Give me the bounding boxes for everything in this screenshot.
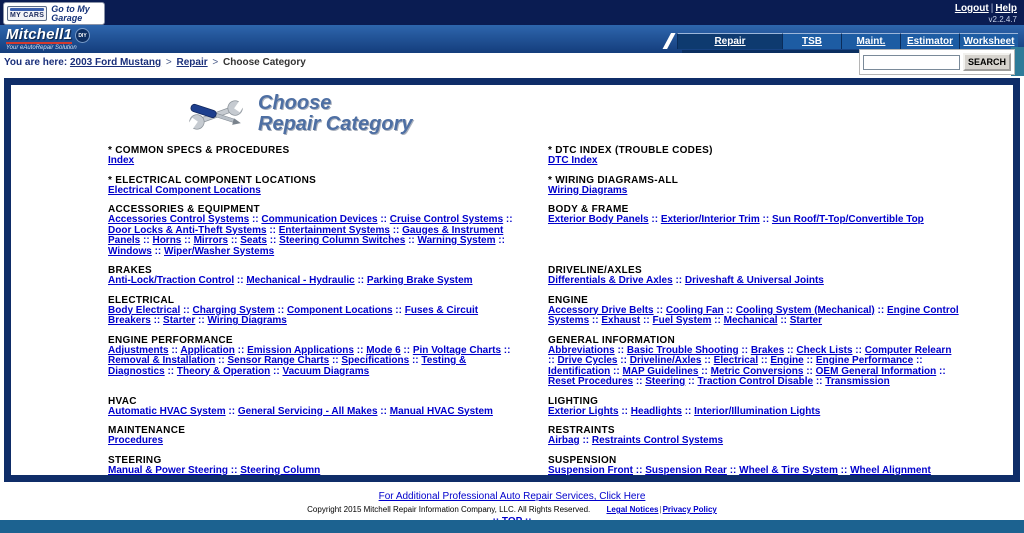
category-heading: GENERAL INFORMATION (548, 334, 675, 346)
category-link[interactable]: Theory & Operation (176, 365, 271, 377)
session-links (955, 3, 1017, 24)
link-separator: :: (726, 464, 740, 476)
link-separator: :: (228, 464, 241, 476)
category-links (108, 156, 520, 167)
link-separator: :: (852, 344, 865, 356)
diy-badge: DIY (75, 28, 90, 43)
link-separator: :: (215, 355, 228, 366)
mitchell1-logo-text: Mitchell1 (6, 26, 72, 43)
category-link[interactable]: Identification (548, 365, 611, 377)
link-separator: :: (225, 405, 238, 417)
link-separator: :: (389, 224, 403, 236)
link-separator: :: (270, 365, 283, 377)
category-link[interactable]: Airbag (548, 435, 580, 446)
help-link[interactable]: Help (995, 3, 1017, 14)
link-separator: :: (784, 344, 797, 356)
category-link[interactable]: Electrical Component Locations (108, 184, 261, 196)
category-link[interactable]: Body Electrical (108, 304, 181, 316)
category-link[interactable]: Transmission (825, 376, 890, 387)
link-separator: :: (548, 355, 558, 366)
category-link[interactable]: Gauges & Instrument Panels (108, 224, 504, 246)
link-separator: :: (249, 214, 262, 225)
category-heading: MAINTENANCE (108, 425, 186, 436)
category-link[interactable]: General Servicing - All Makes (237, 405, 378, 417)
category-link[interactable]: Basic Trouble Shooting (626, 344, 739, 356)
category-heading: RESTRAINTS (548, 425, 615, 436)
category-link[interactable]: Fuses & Circuit Breakers (108, 304, 479, 326)
category-heading: ENGINE PERFORMANCE (108, 334, 233, 346)
breadcrumb-prefix: You are here: (4, 57, 68, 68)
category-link[interactable]: Wiper/Washer Systems (164, 245, 275, 257)
category-link[interactable]: Charging System (192, 304, 275, 316)
category-link[interactable]: Brakes (750, 344, 785, 356)
category-link[interactable]: Manual HVAC System (389, 405, 493, 417)
category-links (548, 306, 960, 327)
brand-tagline: Your eAutoRepair Solution (6, 45, 77, 51)
category-link[interactable]: Reset Procedures (548, 376, 634, 387)
link-separator: :: (617, 355, 630, 366)
category-section (548, 335, 960, 388)
category-link[interactable]: Drive Cycles (557, 355, 618, 366)
category-heading: HVAC (108, 395, 137, 407)
category-link[interactable]: Engine Performance (815, 355, 914, 366)
link-separator: :: (409, 355, 422, 366)
category-link[interactable]: Procedures (108, 435, 164, 446)
category-links (108, 407, 520, 418)
link-separator: :: (151, 245, 165, 257)
link-separator: :: (723, 304, 736, 316)
link-separator: :: (234, 344, 248, 356)
page-title-line2: Repair Category (258, 113, 413, 135)
category-section (548, 204, 960, 257)
page-title (258, 93, 413, 135)
link-separator: :: (150, 315, 164, 326)
category-section (108, 335, 520, 388)
link-separator: :: (648, 214, 661, 225)
link-separator: :: (633, 464, 646, 476)
category-heading: * WIRING DIAGRAMS-ALL (548, 174, 679, 186)
category-links (108, 215, 520, 257)
category-links (548, 436, 960, 447)
category-section (548, 425, 960, 447)
search-panel (859, 49, 1015, 75)
category-link[interactable]: Check Lists (796, 344, 853, 356)
category-link[interactable]: Parking Brake System (366, 275, 473, 286)
category-link[interactable]: Headlights (630, 405, 682, 417)
category-heading: BODY & FRAME (548, 204, 629, 215)
top-bar (0, 0, 1024, 25)
link-separator: :: (758, 355, 771, 366)
category-link[interactable]: Anti-Lock/Traction Control (108, 275, 235, 286)
category-section (108, 455, 520, 477)
main-frame (4, 78, 1020, 482)
link-separator: :: (228, 235, 241, 246)
footer-divider: | (659, 505, 662, 514)
category-link[interactable]: Adjustments (108, 344, 169, 356)
category-links (108, 276, 520, 287)
category-link[interactable]: Door Locks & Anti-Theft Systems (108, 224, 267, 236)
category-link[interactable]: Testing & Diagnostics (108, 355, 467, 377)
tab-tsb[interactable]: TSB (782, 33, 841, 49)
search-input[interactable] (863, 55, 960, 70)
category-link[interactable]: Steering Column Switches (279, 235, 406, 246)
category-links (548, 156, 960, 167)
link-separator: :: (181, 235, 194, 246)
breadcrumb-separator: > (165, 57, 172, 68)
category-link[interactable]: Horns (152, 235, 182, 246)
category-link[interactable]: Exterior Body Panels (548, 214, 649, 225)
link-separator: :: (803, 355, 816, 366)
logout-link[interactable]: Logout (954, 3, 989, 14)
category-link[interactable]: Pin Voltage Charts (412, 344, 502, 356)
category-section (108, 175, 520, 197)
category-heading: LIGHTING (548, 395, 599, 407)
category-link[interactable]: Electrical (713, 355, 759, 366)
legal-notices-link[interactable]: Legal Notices (606, 505, 659, 514)
link-separator: :: (701, 355, 714, 366)
category-section (108, 295, 520, 327)
category-link[interactable]: Vacuum Diagrams (282, 365, 370, 377)
copyright-line (0, 505, 1024, 515)
link-separator: :: (180, 304, 193, 316)
link-separator: :: (579, 435, 592, 446)
breadcrumb-repair-link[interactable]: Repair (176, 57, 208, 68)
link-separator: :: (495, 235, 505, 246)
breadcrumb-separator: > (212, 57, 219, 68)
nav-tabs (659, 33, 1018, 49)
breadcrumb-current: Choose Category (223, 57, 306, 68)
tab-maint[interactable]: Maint. (841, 33, 900, 49)
link-separator: :: (610, 365, 623, 377)
category-link[interactable]: Wheel & Tire System (739, 464, 838, 476)
category-links (548, 407, 960, 418)
page-title-line1: Choose (258, 92, 332, 114)
category-link[interactable]: Mirrors (193, 235, 229, 246)
category-heading: STEERING (108, 454, 162, 466)
link-separator: :: (195, 315, 208, 326)
category-link[interactable]: Application (180, 344, 235, 356)
category-link[interactable]: Seats (240, 235, 267, 246)
link-separator: :: (400, 344, 413, 356)
my-cars-plate-icon (7, 6, 47, 21)
category-link[interactable]: Entertainment Systems (278, 224, 390, 236)
category-heading: ENGINE (548, 294, 589, 306)
category-section (108, 396, 520, 418)
link-separator: :: (672, 275, 685, 286)
link-separator: :: (501, 344, 511, 356)
category-link[interactable]: Emission Applications (247, 344, 354, 356)
category-link[interactable]: Removal & Installation (108, 355, 216, 366)
category-link[interactable]: Starter (163, 315, 196, 326)
page-header (186, 93, 1013, 139)
link-separator: :: (274, 304, 287, 316)
category-link[interactable]: Mode 6 (366, 344, 401, 356)
link-separator: :: (711, 315, 724, 326)
breadcrumb-row (0, 53, 1024, 78)
link-separator: :: (354, 275, 367, 286)
category-link[interactable]: OEM General Information (815, 365, 937, 377)
link-separator: :: (614, 344, 627, 356)
category-section (548, 265, 960, 287)
category-heading: BRAKES (108, 265, 153, 276)
go-to-my-garage-label: Go to My Garage (51, 3, 90, 23)
category-link[interactable]: Specifications (341, 355, 410, 366)
category-link[interactable]: Computer Relearn (864, 344, 952, 356)
category-link[interactable]: Wiring Diagrams (548, 184, 628, 196)
category-link[interactable]: Differentials & Drive Axles (548, 275, 673, 286)
category-heading: ACCESSORIES & EQUIPMENT (108, 204, 260, 215)
my-garage-button[interactable] (3, 2, 105, 25)
category-link[interactable]: Windows (108, 245, 152, 257)
category-links (548, 466, 960, 477)
category-section (548, 396, 960, 418)
link-separator: :: (353, 344, 367, 356)
crossed-tools-icon (186, 93, 246, 137)
category-link[interactable]: Restraints Control Systems (591, 435, 724, 446)
category-links (108, 186, 520, 197)
category-link[interactable]: Steering (645, 376, 686, 387)
category-link[interactable]: Engine Control Systems (548, 304, 959, 326)
category-link[interactable]: DTC Index (548, 155, 598, 166)
category-heading: ELECTRICAL (108, 294, 175, 306)
link-separator: :: (168, 344, 181, 356)
category-link[interactable]: Abbreviations (548, 344, 615, 356)
category-links (548, 215, 960, 226)
category-link[interactable]: Warning System (417, 235, 496, 246)
category-heading: DRIVELINE/AXLES (548, 265, 642, 276)
copyright-text: Copyright 2015 Mitchell Repair Information Company, LLC. All Rights Reserved. (307, 505, 591, 514)
tab-worksheet[interactable]: Worksheet (959, 33, 1018, 49)
category-grid (108, 145, 1013, 482)
link-separator: :: (377, 214, 390, 225)
category-link[interactable]: MAP Guidelines (622, 365, 699, 377)
category-link[interactable]: Component Locations (286, 304, 393, 316)
tab-repair[interactable]: Repair (677, 33, 782, 49)
category-link[interactable]: Suspension Front (548, 464, 633, 476)
category-link[interactable]: Wiring Diagrams (207, 315, 287, 326)
link-separator: :: (837, 464, 851, 476)
link-separator: :: (685, 376, 698, 387)
link-separator: :: (777, 315, 790, 326)
category-heading: * DTC INDEX (TROUBLE CODES) (548, 145, 713, 156)
category-links (548, 186, 960, 197)
link-separator: :: (589, 315, 602, 326)
breadcrumb-vehicle-link[interactable]: 2003 Ford Mustang (69, 57, 162, 68)
category-link[interactable]: Accessory Drive Belts (548, 304, 654, 316)
category-links (108, 346, 520, 378)
category-link[interactable]: Driveshaft & Universal Joints (684, 275, 824, 286)
category-heading: * ELECTRICAL COMPONENT LOCATIONS (108, 174, 317, 186)
link-separator: :: (140, 235, 153, 246)
category-link[interactable]: Driveline/Axles (629, 355, 702, 366)
my-cars-plate-label: MY CARS (10, 12, 45, 19)
category-section (548, 175, 960, 197)
link-separator: :: (913, 355, 923, 366)
link-divider: | (990, 3, 994, 14)
category-link[interactable]: Fuel System (652, 315, 712, 326)
category-link[interactable]: Traction Control Disable (697, 376, 814, 387)
version-label: v2.2.4.7 (988, 15, 1017, 24)
category-link[interactable]: Exhaust (601, 315, 641, 326)
link-separator: :: (266, 235, 280, 246)
link-separator: :: (653, 304, 666, 316)
privacy-policy-link[interactable]: Privacy Policy (662, 505, 717, 514)
category-links (548, 276, 960, 287)
category-link[interactable]: Exterior/Interior Trim (660, 214, 760, 225)
category-link[interactable]: Cruise Control Systems (389, 214, 504, 225)
link-separator: :: (234, 275, 247, 286)
link-separator: :: (377, 405, 390, 417)
link-separator: :: (405, 235, 418, 246)
category-section (108, 265, 520, 287)
tab-estimator[interactable]: Estimator (900, 33, 959, 49)
category-links (108, 306, 520, 327)
link-separator: :: (633, 376, 646, 387)
tab-slash-decoration (659, 33, 677, 49)
link-separator: :: (813, 376, 826, 387)
link-separator: :: (874, 304, 887, 316)
link-separator: :: (640, 315, 653, 326)
category-link[interactable]: Engine (770, 355, 804, 366)
category-section (108, 204, 520, 257)
category-section (108, 425, 520, 447)
category-link[interactable]: Mechanical - Hydraulic (246, 275, 355, 286)
category-links (108, 466, 520, 477)
category-link[interactable]: Index (108, 155, 135, 166)
category-link[interactable]: Accessories Control Systems (108, 214, 250, 225)
mitchell1-logo[interactable] (6, 27, 90, 51)
category-links (108, 436, 520, 447)
category-link[interactable]: Communication Devices (261, 214, 378, 225)
link-separator: :: (936, 365, 946, 377)
link-separator: :: (738, 344, 751, 356)
category-section (548, 295, 960, 327)
additional-services-link[interactable]: For Additional Professional Auto Repair Services, Click Here (378, 491, 646, 502)
link-separator: :: (329, 355, 342, 366)
category-link[interactable]: Manual & Power Steering (108, 464, 229, 476)
category-link[interactable]: Steering Column (240, 464, 321, 476)
category-section (548, 455, 960, 477)
category-link[interactable]: Sensor Range Charts (227, 355, 330, 366)
link-separator: :: (803, 365, 816, 377)
link-separator: :: (164, 365, 177, 377)
category-link[interactable]: Metric Conversions (710, 365, 804, 377)
link-separator: :: (698, 365, 711, 377)
category-link[interactable]: Suspension Rear (645, 464, 727, 476)
category-heading: * COMMON SPECS & PROCEDURES (108, 145, 290, 156)
category-link[interactable]: Interior/Illumination Lights (694, 405, 821, 417)
category-link[interactable]: Cooling Fan (665, 304, 724, 316)
category-link[interactable]: Starter (789, 315, 823, 326)
category-link[interactable]: Sun Roof/T-Top/Convertible Top (771, 214, 924, 225)
category-section (108, 145, 520, 167)
link-separator: :: (392, 304, 405, 316)
link-separator: :: (503, 214, 513, 225)
link-separator: :: (681, 405, 695, 417)
category-link[interactable]: Wheel Alignment (850, 464, 931, 476)
breadcrumb (4, 57, 306, 68)
category-link[interactable]: Mechanical (723, 315, 778, 326)
category-heading: SUSPENSION (548, 454, 617, 466)
category-links (548, 346, 960, 388)
link-separator: :: (266, 224, 279, 236)
category-link[interactable]: Automatic HVAC System (108, 405, 226, 417)
bottom-bar (0, 520, 1024, 533)
search-button[interactable]: SEARCH (963, 53, 1011, 71)
category-section (548, 145, 960, 167)
link-separator: :: (618, 405, 631, 417)
link-separator: :: (759, 214, 772, 225)
category-link[interactable]: Cooling System (Mechanical) (735, 304, 875, 316)
category-link[interactable]: Exterior Lights (548, 405, 619, 417)
